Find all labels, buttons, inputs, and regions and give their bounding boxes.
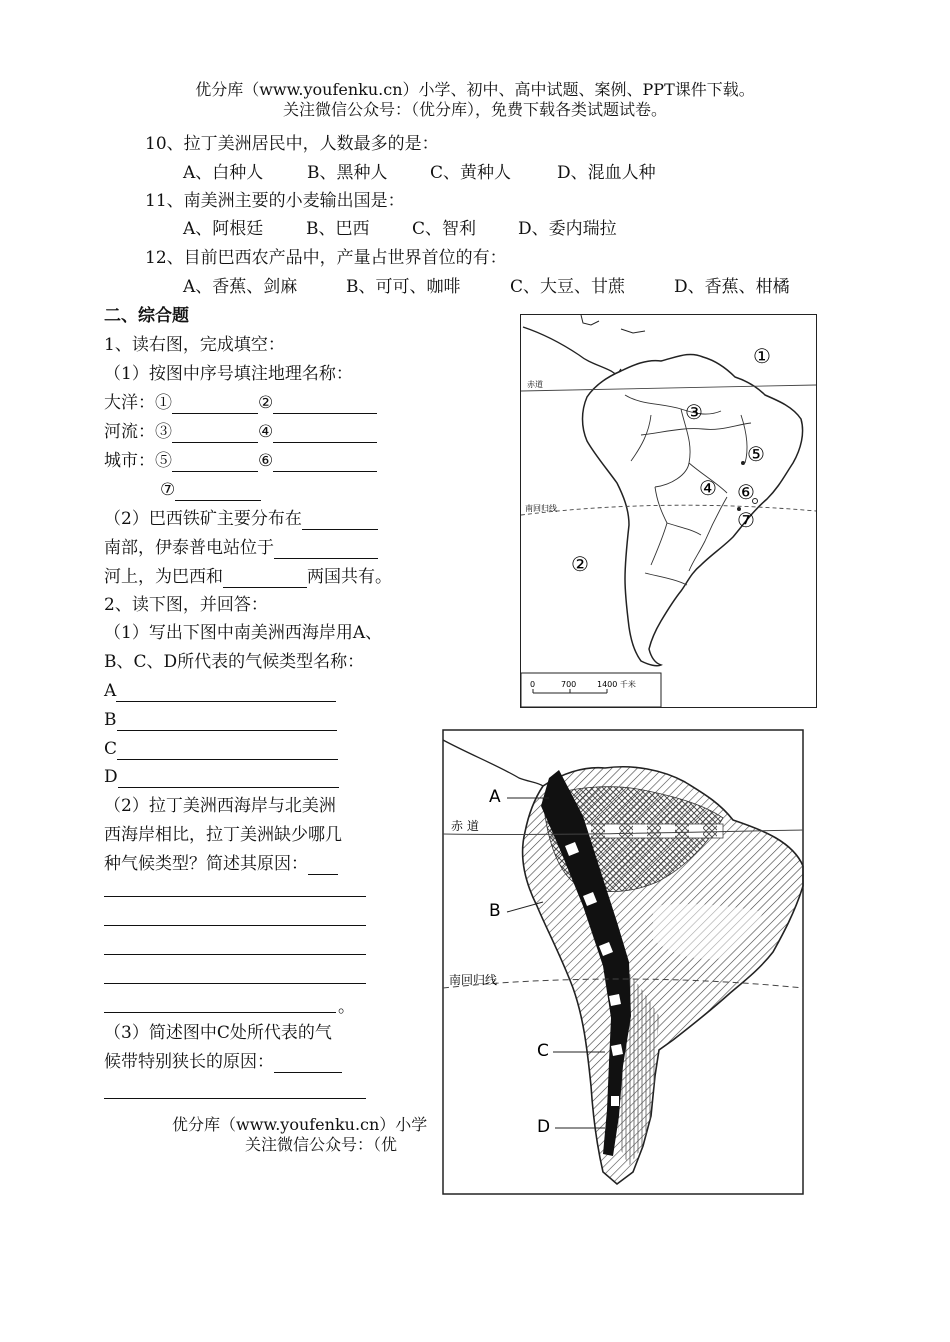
q1-ocean-row: [104, 392, 377, 414]
answer-line[interactable]: [104, 1098, 366, 1099]
question-10-options: [183, 162, 656, 184]
text: 两国共有。: [307, 567, 392, 587]
question-10-stem: 10、拉丁美洲居民中，人数最多的是：: [145, 134, 439, 154]
marker-1: ①: [753, 344, 771, 368]
period: 。: [338, 997, 355, 1017]
question-11-options: [183, 218, 617, 240]
q1-sub2-b: [104, 537, 378, 559]
q2-answer-d: [104, 766, 339, 788]
q1-sub2-c: [104, 566, 392, 588]
option: C、大豆、甘蔗: [510, 277, 626, 297]
label-d: D: [537, 1117, 551, 1137]
city-dot: [741, 461, 745, 465]
label: A: [104, 681, 117, 701]
q1-stem: 1、读右图，完成填空：: [104, 335, 285, 355]
q2-sub2-b: 西海岸相比，拉丁美洲缺少哪几: [104, 825, 342, 845]
q2-sub3-b: [104, 1051, 342, 1073]
q1-sub2-a: [104, 508, 378, 530]
blank-field[interactable]: [172, 395, 258, 414]
blank-field[interactable]: [308, 856, 338, 875]
answer-line[interactable]: [104, 925, 366, 926]
marker-2: ②: [571, 552, 589, 576]
equator-label: 赤 道: [451, 819, 479, 833]
blank-field[interactable]: [116, 683, 336, 702]
blank-field[interactable]: [172, 453, 258, 472]
label-a: A: [489, 787, 501, 807]
q1-river-row: [104, 421, 377, 443]
q1-sub1: （1）按图中序号填注地理名称：: [104, 364, 353, 384]
option: B、巴西: [306, 219, 370, 239]
blank-field[interactable]: [274, 540, 378, 559]
q2-sub1-b: B、C、D所代表的气候类型名称：: [104, 652, 365, 672]
q1-city7-row: [160, 479, 261, 501]
blank-field[interactable]: [273, 424, 377, 443]
header-line-1: 优分库（www.youfenku.cn）小学、初中、高中试题、案例、PPT课件下载。: [195, 80, 755, 99]
marker-4: ④: [699, 476, 717, 500]
equator-label: 赤道: [527, 380, 543, 389]
central-america-coast: [523, 327, 621, 375]
label-b: B: [489, 901, 501, 921]
q2-stem: 2、读下图，并回答：: [104, 595, 268, 615]
option: A、阿根廷: [183, 219, 264, 239]
option: C、黄种人: [430, 163, 512, 183]
option: B、可可、咖啡: [346, 277, 461, 297]
label: C: [104, 739, 118, 759]
question-11-stem: 11、南美洲主要的小麦输出国是：: [145, 191, 405, 211]
answer-line[interactable]: [104, 983, 366, 984]
scale-label-1400: 1400 千米: [597, 680, 636, 689]
label: B: [104, 710, 117, 730]
label: ④: [258, 422, 274, 442]
tropic-label: 南回归线: [525, 504, 557, 513]
question-12-stem: 12、目前巴西农产品中，产量占世界首位的有：: [145, 248, 507, 268]
footer-line-2: 关注微信公众号：（优: [245, 1135, 398, 1154]
scale-label-700: 700: [561, 680, 577, 689]
blank-field[interactable]: [172, 424, 258, 443]
option: D、香蕉、柑橘: [674, 277, 790, 297]
label: 城市：⑤: [104, 451, 172, 471]
blank-field[interactable]: [117, 712, 337, 731]
answer-line[interactable]: [104, 1012, 336, 1013]
tropic-label: 南回归线: [449, 973, 498, 987]
option: D、委内瑞拉: [518, 219, 617, 239]
blank-field[interactable]: [273, 395, 377, 414]
q2-sub3-a: （3）简述图中C处所代表的气: [104, 1023, 332, 1043]
climate-graphic: [433, 726, 805, 1196]
q2-answer-c: [104, 738, 338, 760]
footer-line-1: 优分库（www.youfenku.cn）小学: [172, 1115, 428, 1134]
blank-field[interactable]: [274, 1054, 342, 1073]
header-line-2: 关注微信公众号：（优分库），免费下载各类试题试卷。: [282, 100, 667, 119]
option: B、黑种人: [307, 163, 388, 183]
climate-map: [433, 726, 805, 1196]
blank-field[interactable]: [118, 769, 339, 788]
label-c: C: [537, 1041, 549, 1061]
blank-field[interactable]: [117, 741, 338, 760]
label: 大洋：①: [104, 393, 172, 413]
blank-field[interactable]: [302, 511, 378, 530]
option: D、混血人种: [557, 163, 656, 183]
caribbean-islands: [581, 315, 645, 333]
scale-box: [521, 673, 661, 707]
text: 候带特别狭长的原因：: [104, 1052, 274, 1072]
label: D: [104, 767, 118, 787]
text: 河上，为巴西和: [104, 567, 223, 587]
marker-7: ⑦: [737, 508, 755, 532]
q2-sub2-a: （2）拉丁美洲西海岸与北美洲: [104, 796, 336, 816]
label: ⑥: [258, 451, 274, 471]
marker-5: ⑤: [747, 442, 765, 466]
blank-field[interactable]: [175, 482, 261, 501]
south-america-map: [520, 314, 817, 708]
answer-line[interactable]: [104, 954, 366, 955]
label: ⑦: [160, 480, 176, 500]
q2-sub2-c: [104, 853, 338, 875]
option: C、智利: [412, 219, 477, 239]
option: A、白种人: [183, 163, 264, 183]
text: 种气候类型？简述其原因：: [104, 854, 308, 874]
q2-answer-b: [104, 709, 337, 731]
question-12-options: [183, 276, 790, 298]
text: （2）巴西铁矿主要分布在: [104, 509, 302, 529]
text: 南部，伊泰普电站位于: [104, 538, 274, 558]
option: A、香蕉、剑麻: [183, 277, 298, 297]
label: 河流：③: [104, 422, 172, 442]
label: ②: [258, 393, 274, 413]
answer-line[interactable]: [104, 896, 366, 897]
blank-field[interactable]: [273, 453, 377, 472]
q2-answer-a: [104, 680, 336, 702]
section-title: 二、综合题: [104, 306, 189, 326]
marker-6: ⑥: [737, 480, 755, 504]
map-graphic: [521, 315, 816, 707]
q2-sub1-a: （1）写出下图中南美洲西海岸用A、: [104, 623, 383, 643]
marker-3: ③: [685, 400, 703, 424]
scale-label-0: 0: [530, 680, 536, 689]
blank-field[interactable]: [223, 569, 307, 588]
q1-city-row: [104, 450, 377, 472]
